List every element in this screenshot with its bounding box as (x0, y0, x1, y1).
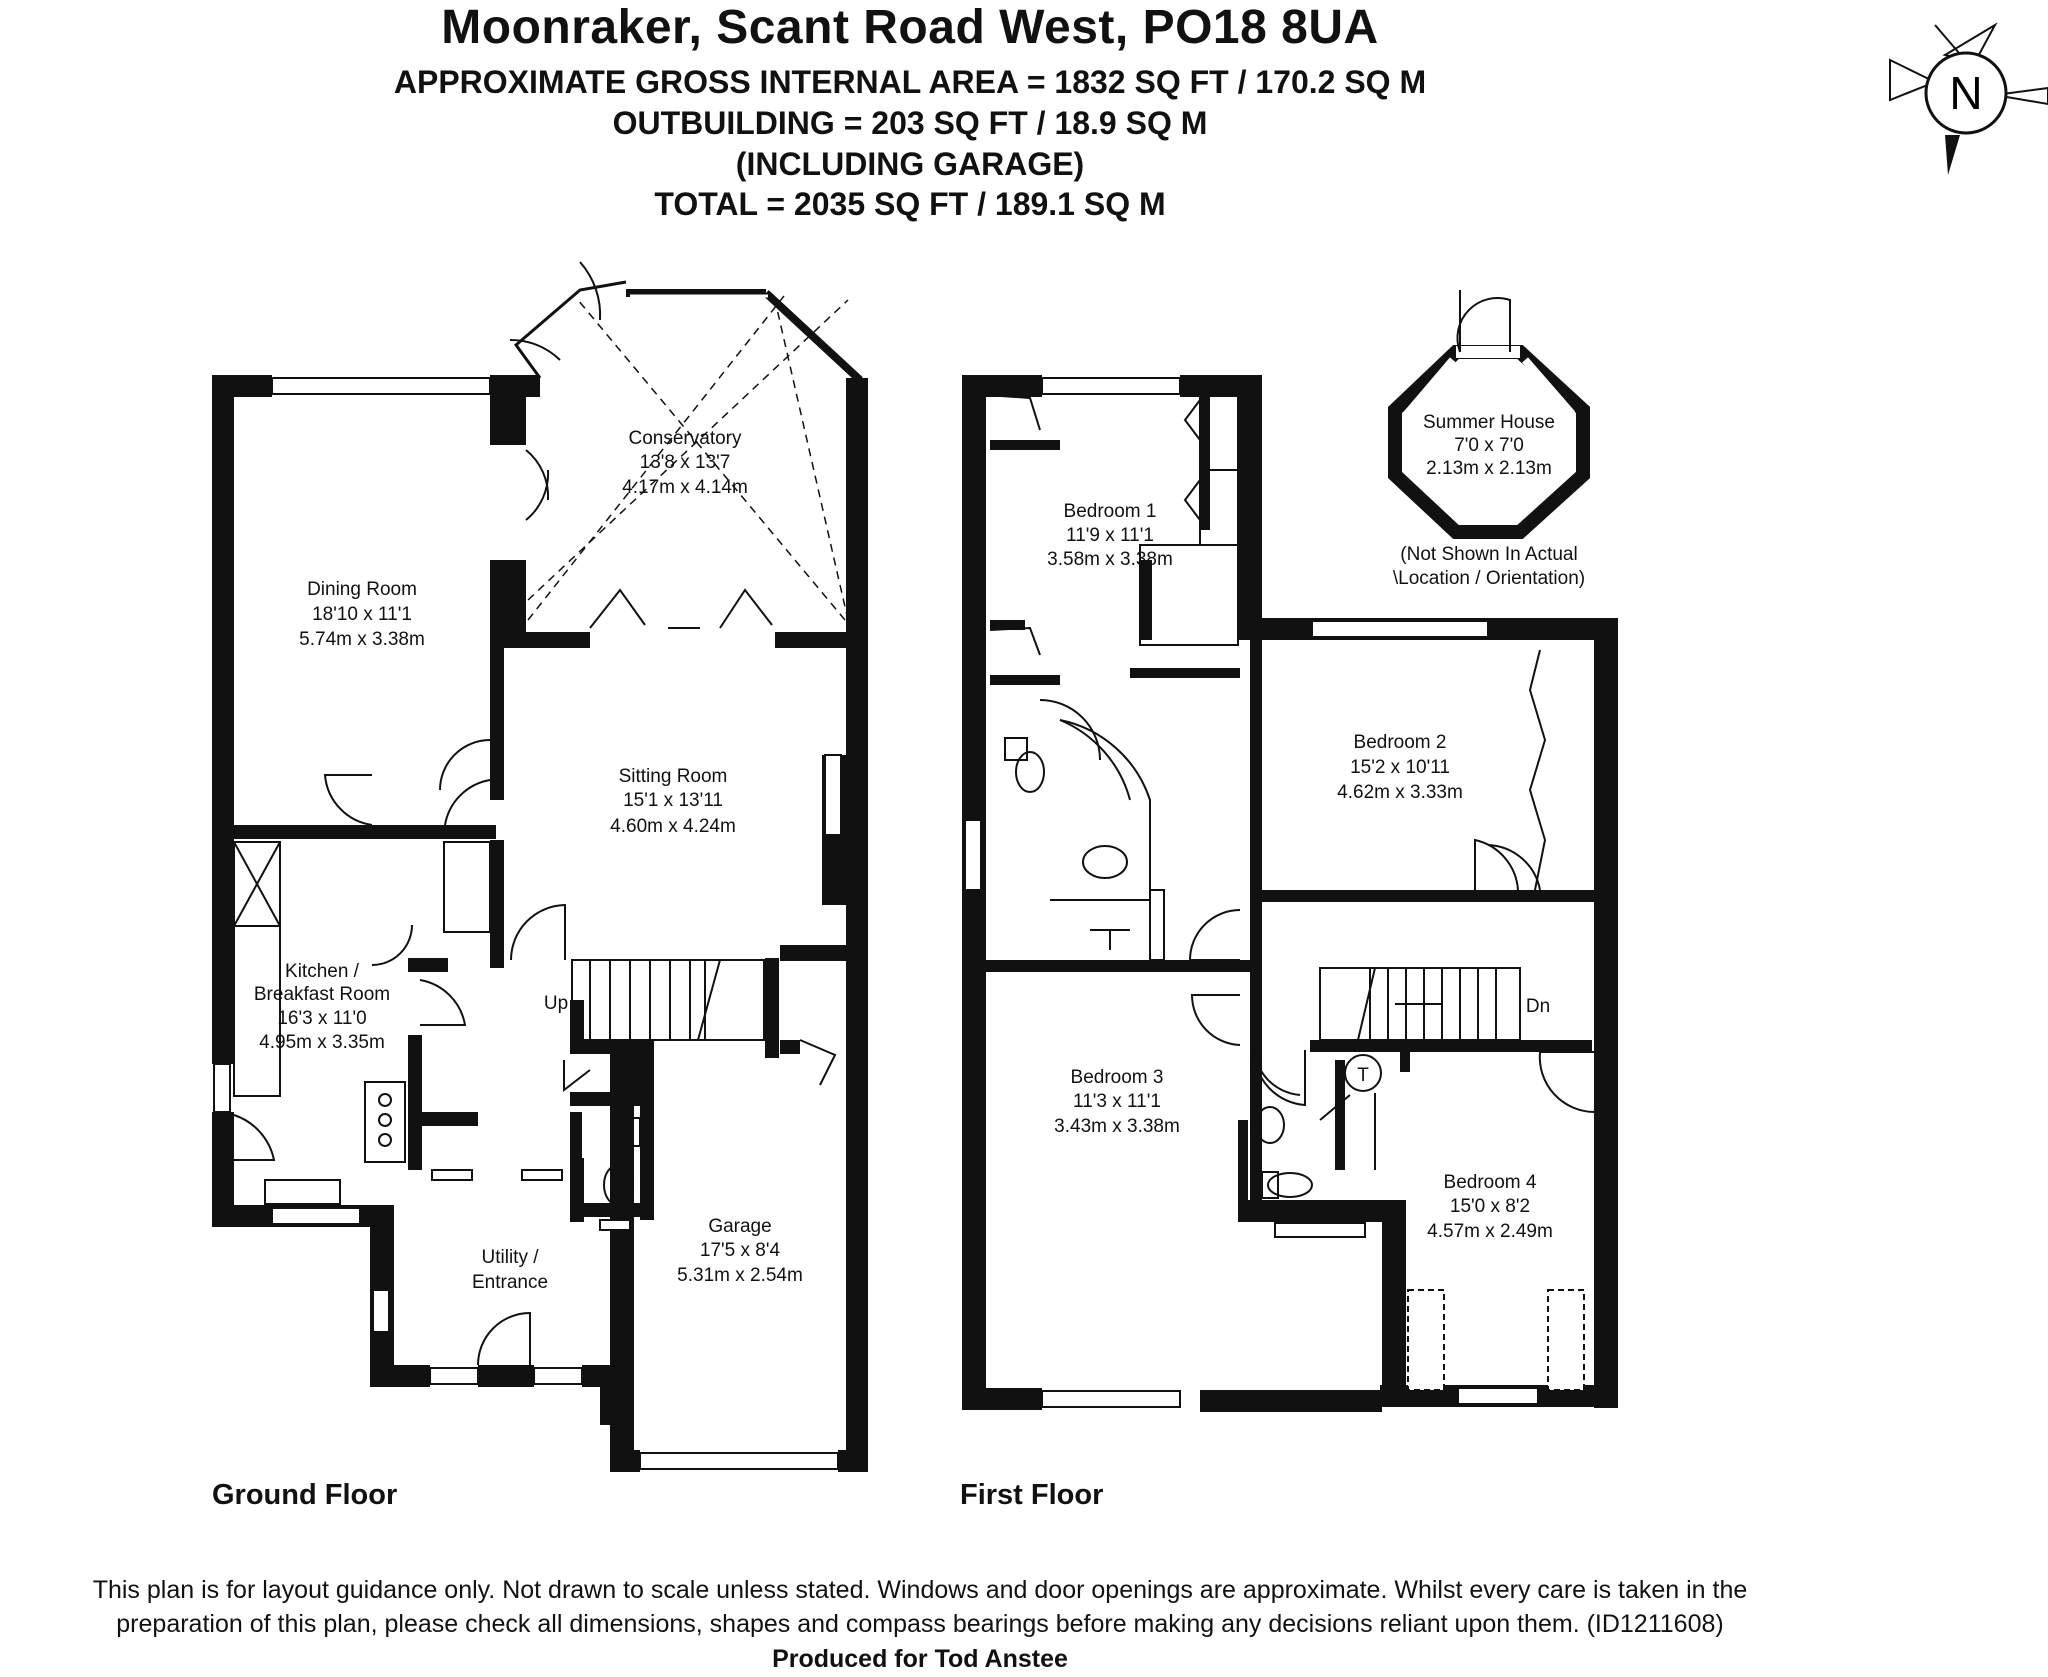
outbuilding-area: OUTBUILDING = 203 SQ FT / 18.9 SQ M (612, 105, 1208, 141)
ground-floor-windows (214, 378, 841, 1469)
svg-text:Bedroom 4: Bedroom 4 (1443, 1172, 1537, 1193)
svg-text:11'3 x 11'1: 11'3 x 11'1 (1073, 1091, 1161, 1112)
produced-for: Produced for Tod Anstee (772, 1645, 1068, 1673)
summer-house-outline (1395, 290, 1583, 532)
svg-text:Bedroom 1: Bedroom 1 (1063, 501, 1157, 522)
svg-text:5.31m x 2.54m: 5.31m x 2.54m (677, 1265, 803, 1286)
room-labels (254, 412, 1585, 1293)
svg-text:18'10 x 11'1: 18'10 x 11'1 (312, 604, 412, 625)
svg-text:4.95m x 3.35m: 4.95m x 3.35m (259, 1032, 385, 1053)
svg-text:Garage: Garage (708, 1216, 772, 1237)
svg-text:15'2 x 10'11: 15'2 x 10'11 (1350, 757, 1450, 778)
svg-text:4.60m x 4.24m: 4.60m x 4.24m (610, 816, 736, 837)
svg-text:Sitting Room: Sitting Room (618, 766, 728, 787)
svg-text:Dining Room: Dining Room (307, 579, 417, 600)
svg-text:17'5 x 8'4: 17'5 x 8'4 (699, 1240, 781, 1261)
svg-text:Utility /: Utility / (481, 1247, 539, 1268)
svg-text:Bedroom 2: Bedroom 2 (1353, 732, 1447, 753)
svg-text:T: T (1357, 1065, 1369, 1086)
svg-text:Up: Up (543, 993, 569, 1014)
svg-text:15'0 x 8'2: 15'0 x 8'2 (1449, 1196, 1531, 1217)
svg-text:3.43m x 3.38m: 3.43m x 3.38m (1054, 1116, 1180, 1137)
svg-text:4.62m x 3.33m: 4.62m x 3.33m (1337, 782, 1463, 803)
plan-title: Moonraker, Scant Road West, PO18 8UA (441, 1, 1379, 54)
ground-floor-walls (212, 375, 868, 1472)
svg-text:2.13m x 2.13m: 2.13m x 2.13m (1426, 458, 1552, 479)
svg-text:Breakfast Room: Breakfast Room (253, 984, 391, 1005)
svg-text:3.58m x 3.38m: 3.58m x 3.38m (1047, 549, 1173, 570)
svg-text:Entrance: Entrance (471, 1272, 549, 1293)
total-area: TOTAL = 2035 SQ FT / 189.1 SQ M (654, 186, 1166, 222)
svg-text:Conservatory: Conservatory (628, 428, 742, 449)
svg-text:4.17m x 4.14m: 4.17m x 4.14m (622, 477, 748, 498)
svg-text:Dn: Dn (1525, 996, 1551, 1017)
including-garage: (INCLUDING GARAGE) (735, 146, 1085, 182)
svg-text:16'3 x 11'0: 16'3 x 11'0 (277, 1008, 367, 1029)
svg-text:4.57m x 2.49m: 4.57m x 2.49m (1427, 1221, 1553, 1242)
svg-text:\Location / Orientation): \Location / Orientation) (1392, 568, 1586, 589)
first-floor-label: First Floor (960, 1479, 1104, 1511)
ground-floor-label: Ground Floor (212, 1479, 398, 1511)
svg-text:5.74m x 3.38m: 5.74m x 3.38m (299, 629, 425, 650)
compass-letter: N (1949, 67, 1983, 119)
svg-text:Bedroom 3: Bedroom 3 (1070, 1067, 1164, 1088)
svg-text:(Not Shown In Actual: (Not Shown In Actual (1400, 544, 1578, 565)
compass-icon (1885, 25, 2048, 175)
svg-text:7'0 x 7'0: 7'0 x 7'0 (1454, 435, 1524, 456)
svg-text:11'9 x 11'1: 11'9 x 11'1 (1066, 525, 1154, 546)
svg-text:Kitchen /: Kitchen / (285, 961, 359, 982)
svg-text:13'8 x 13'7: 13'8 x 13'7 (639, 452, 731, 473)
svg-text:Summer House: Summer House (1423, 412, 1555, 433)
svg-text:15'1 x 13'11: 15'1 x 13'11 (623, 790, 723, 811)
gross-area: APPROXIMATE GROSS INTERNAL AREA = 1832 SQ FT / 170.2 SQ M (393, 64, 1427, 100)
disclaimer-line-2: preparation of this plan, please check all dimensions, shapes and compass bearings before making any decisions reliant upon them. (ID1211608) (116, 1610, 1724, 1638)
disclaimer-line-1: This plan is for layout guidance only. Not drawn to scale unless stated. Windows and door openings are approximate. Whilst every care is taken in the (92, 1576, 1748, 1604)
